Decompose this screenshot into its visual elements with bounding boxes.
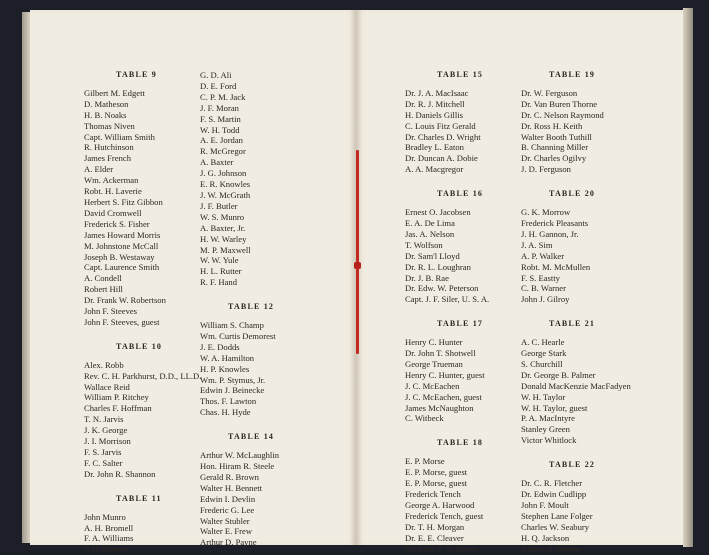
guest-name: A. C. Hearle — [521, 337, 565, 348]
guest-name: Robert Hill — [84, 284, 123, 295]
guest-name: E. P. Morse, guest — [405, 467, 468, 478]
guest-name: C. Louis Fitz Gerald — [405, 120, 476, 131]
table-heading: TABLE 15 — [437, 70, 484, 79]
guest-name: W. H. Taylor, guest — [521, 402, 588, 413]
guest-name: G. K. Morrow — [521, 207, 571, 218]
guest-name: Joseph B. Westaway — [84, 251, 155, 262]
table-heading: TABLE 12 — [228, 302, 275, 312]
guest-name: Herbert S. Fitz Gibbon — [84, 196, 163, 207]
guest-name: C. P. M. Jack — [200, 91, 246, 102]
guest-name: R. F. Hand — [200, 277, 238, 288]
guest-name: H. B. Noaks — [84, 109, 127, 120]
guest-name: J. F. Butler — [200, 200, 238, 211]
guest-name: Dr. Charles Ogilvy — [521, 153, 587, 164]
guest-name: Hon. Hiram R. Steele — [200, 461, 275, 471]
guest-name: Edwin I. Devlin — [200, 493, 256, 504]
guest-name: William P. Ritchey — [84, 392, 149, 403]
guest-name: W. W. Yule — [200, 255, 239, 266]
guest-name: Henry C. Hunter, guest — [405, 369, 485, 380]
guest-name: Dr. Duncan A. Dobie — [405, 153, 478, 164]
guest-name: Thomas Niven — [84, 120, 135, 131]
guest-name: Arthur W. McLaughlin — [200, 450, 280, 461]
guest-name: J. E. Dodds — [200, 341, 240, 352]
guest-name: Dr. Edwin Cudlipp — [521, 489, 587, 499]
guest-name: S. Churchill — [521, 358, 563, 369]
guest-name: Capt. William Smith — [84, 131, 155, 142]
guest-name: R. Hutchinson — [84, 142, 134, 153]
guest-name: A. A. Macgregor — [405, 164, 464, 175]
guest-name: H. W. Warley — [200, 233, 247, 244]
guest-name: A. H. Bromell — [84, 522, 134, 533]
guest-name: Edwin J. Beinecke — [200, 385, 265, 396]
guest-name: George Stark — [521, 348, 567, 359]
guest-name: Robt. H. Laverie — [84, 186, 142, 197]
guest-name: J. C. McEachen, guest — [405, 391, 482, 402]
guest-name: F. C. Salter — [84, 457, 123, 468]
left-page-edge — [22, 12, 30, 543]
ribbon-bookmark-upper — [356, 150, 359, 268]
guest-name: Dr. John R. Shannon — [84, 468, 156, 479]
guest-name: H. Q. Jackson — [521, 532, 570, 543]
table-heading: TABLE 9 — [116, 70, 157, 79]
guest-name: Dr. W. Ferguson — [521, 87, 578, 98]
guest-name: Frederick Tench — [405, 489, 461, 499]
guest-name: J. C. McEachen — [405, 380, 460, 391]
guest-name: A. Elder — [84, 164, 114, 175]
guest-name: E. P. Morse — [405, 456, 445, 467]
guest-name: J. F. Moran — [200, 102, 239, 113]
guest-name: Thos. F. Lawton — [200, 396, 257, 407]
guest-name: T. N. Jarvis — [84, 414, 124, 425]
guest-name: Walter Stubler — [200, 515, 250, 526]
guest-name: H. L. Rutter — [200, 266, 242, 277]
guest-name: Dr. John T. W. Rowe — [405, 543, 477, 554]
right-page-edge — [683, 8, 693, 547]
guest-name: George Trueman — [405, 358, 463, 369]
guest-name: George A. Harwood — [405, 499, 475, 510]
guest-name: Walter H. Bennett — [200, 482, 263, 493]
guest-name: W. H. Taylor — [521, 391, 566, 402]
table-heading: TABLE 17 — [437, 319, 484, 329]
guest-name: D. Matheson — [84, 98, 129, 109]
guest-name: Donald MacKenzie MacFadyen — [521, 380, 631, 391]
guest-name: Walter E. Frew — [200, 526, 253, 537]
guest-name: M. Johnstone McCall — [84, 240, 159, 251]
guest-name: M. P. Maxwell — [200, 244, 251, 255]
guest-name: Dr. Ross H. Keith — [521, 120, 583, 131]
guest-name: Robt. M. McMullen — [521, 261, 591, 272]
guest-name: J. W. McGrath — [200, 189, 251, 200]
guest-name: Ernest O. Jacobsen — [405, 207, 471, 218]
guest-name: William S. Champ — [200, 320, 264, 331]
table-heading: TABLE 14 — [228, 432, 275, 442]
guest-name: Wallace Reid — [84, 381, 130, 392]
guest-name: Dr. Charles D. Wright — [405, 131, 481, 142]
guest-name: James French — [84, 153, 132, 164]
guest-name: Dr. J. A. MacIsaac — [405, 87, 469, 98]
guest-name: F. A. Williams — [84, 533, 134, 544]
guest-name: F. S. Martin — [200, 113, 241, 124]
guest-name: Bradley L. Eaton — [405, 142, 464, 153]
table-heading: TABLE 20 — [549, 189, 596, 199]
guest-name: Dr. Edw. W. Peterson — [405, 283, 479, 294]
guest-name: W. H. Todd — [200, 124, 240, 135]
guest-name: Stanley Green — [521, 424, 570, 435]
guest-name: C. B. Warner — [521, 283, 566, 294]
guest-name: B. Channing Miller — [521, 142, 589, 153]
guest-name: Dr. R. L. Loughran — [405, 261, 471, 272]
guest-name: Frederick S. Fisher — [84, 218, 150, 229]
guest-name: Jas. A. Nelson — [405, 228, 455, 239]
guest-name: Walter Booth Tuthill — [521, 131, 592, 142]
guest-name: J. I. Morrison — [84, 436, 131, 447]
guest-name: J. K. George — [84, 425, 128, 436]
guest-name: C. Witbeck — [405, 413, 444, 424]
guest-name: H. P. Knowles — [200, 363, 250, 374]
guest-name: G. D. Ali — [200, 70, 232, 80]
guest-name: A. Baxter — [200, 157, 234, 168]
guest-name: J. H. Mancor — [84, 544, 129, 555]
guest-name: J. A. Sim — [521, 239, 553, 250]
guest-name: J. D. Ferguson — [521, 164, 571, 175]
seating-column-3 — [405, 70, 489, 554]
guest-name: Capt. J. F. Siler, U. S. A. — [405, 294, 490, 305]
guest-name: Wm. Curtis Demorest — [200, 330, 276, 341]
guest-name: A. P. Walker — [521, 250, 565, 261]
guest-name: John F. Steeves — [84, 306, 138, 317]
guest-name: F. S. Jarvis — [84, 447, 122, 457]
guest-name: T. Wolfson — [405, 239, 443, 250]
guest-name: E. A. De Lima — [405, 217, 455, 228]
guest-name: E. R. Knowles — [200, 179, 251, 190]
table-heading: TABLE 16 — [437, 189, 484, 199]
guest-name: David Cromwell — [84, 207, 142, 218]
guest-name: Frederick Pleasants — [521, 217, 589, 228]
guest-name: D. E. Ford — [200, 80, 237, 91]
seating-column-4 — [521, 70, 631, 554]
guest-name: Henry C. Hunter — [405, 337, 463, 348]
guest-name: Rev. C. H. Parkhurst, D.D., LL.D. — [84, 370, 202, 381]
guest-name: John Munro — [84, 511, 126, 522]
guest-name: Wm. Ackerman — [84, 175, 139, 186]
guest-name: H. Daniels Gillis — [405, 109, 464, 120]
guest-name: W. S. Munro — [200, 211, 245, 222]
guest-name: Capt. Laurence Smith — [84, 262, 160, 273]
table-heading: TABLE 18 — [437, 438, 484, 448]
guest-name: Dr. J. B. Rae — [405, 272, 449, 283]
guest-name: John F. Moult — [521, 499, 569, 510]
guest-name: Wm. P. Stymus, Jr. — [200, 374, 266, 385]
guest-name: E. P. Morse, guest — [405, 478, 468, 489]
guest-name: Frederick Tench, guest — [405, 510, 484, 521]
guest-name: Dr. C. Nelson Raymond — [521, 109, 604, 120]
guest-name: John F. Steeves, guest — [84, 316, 160, 327]
guest-name: Dr. Frank W. Robertson — [84, 295, 166, 306]
guest-name: Stephen Lane Folger — [521, 510, 593, 521]
table-heading: TABLE 11 — [116, 493, 162, 503]
guest-name: Dr. John T. Shotwell — [405, 348, 476, 359]
guest-name: Alex. Robb — [84, 359, 124, 370]
table-heading: TABLE 22 — [549, 460, 596, 470]
guest-name: F. S. Eastty — [521, 272, 560, 283]
guest-name: W. A. Hamilton — [200, 352, 255, 363]
guest-name: Chas. H. Hyde — [200, 407, 251, 418]
guest-name: Dr. C. R. Fletcher — [521, 478, 583, 489]
guest-name: Frederic G. Lee — [200, 504, 255, 515]
guest-name: Dr. George B. Palmer — [521, 369, 596, 380]
guest-name: Victor Whitlock — [521, 435, 577, 446]
guest-name: P. A. MacIntyre — [521, 413, 575, 424]
guest-name: Charles F. Hoffman — [84, 403, 152, 414]
guest-name: A. E. Jordan — [200, 135, 243, 146]
guest-name: Dr. Sam'l Lloyd — [405, 250, 460, 261]
table-heading: TABLE 19 — [549, 70, 596, 79]
guest-name: Charles W. Seabury — [521, 521, 590, 532]
guest-name: Dr. Van Buren Thorne — [521, 98, 598, 109]
guest-name: James McNaughton — [405, 402, 474, 413]
guest-name: Dr. T. H. Morgan — [405, 521, 465, 532]
guest-name: Gilbert M. Edgett — [84, 87, 145, 98]
guest-name: Gerald R. Brown — [200, 471, 259, 482]
seating-column-2 — [200, 70, 279, 548]
table-heading: TABLE 10 — [116, 341, 163, 351]
guest-name: Dr. R. J. Mitchell — [405, 98, 465, 109]
seating-column-1 — [84, 70, 201, 555]
guest-name: James Howard Morris — [84, 229, 161, 240]
guest-name: Arthur D. Bowne — [521, 543, 581, 554]
guest-name: John J. Gilroy — [521, 294, 570, 305]
ribbon-bookmark-lower — [356, 268, 359, 354]
guest-name: A. Condell — [84, 273, 122, 284]
guest-name: Dr. E. E. Cleaver — [405, 532, 464, 543]
guest-name: A. Baxter, Jr. — [200, 222, 246, 233]
guest-name: Arthur D. Payne — [200, 537, 257, 548]
guest-name: J. G. Johnson — [200, 168, 247, 179]
table-heading: TABLE 21 — [549, 319, 596, 329]
guest-name: J. H. Gannon, Jr. — [521, 228, 579, 239]
guest-name: R. McGregor — [200, 146, 246, 157]
